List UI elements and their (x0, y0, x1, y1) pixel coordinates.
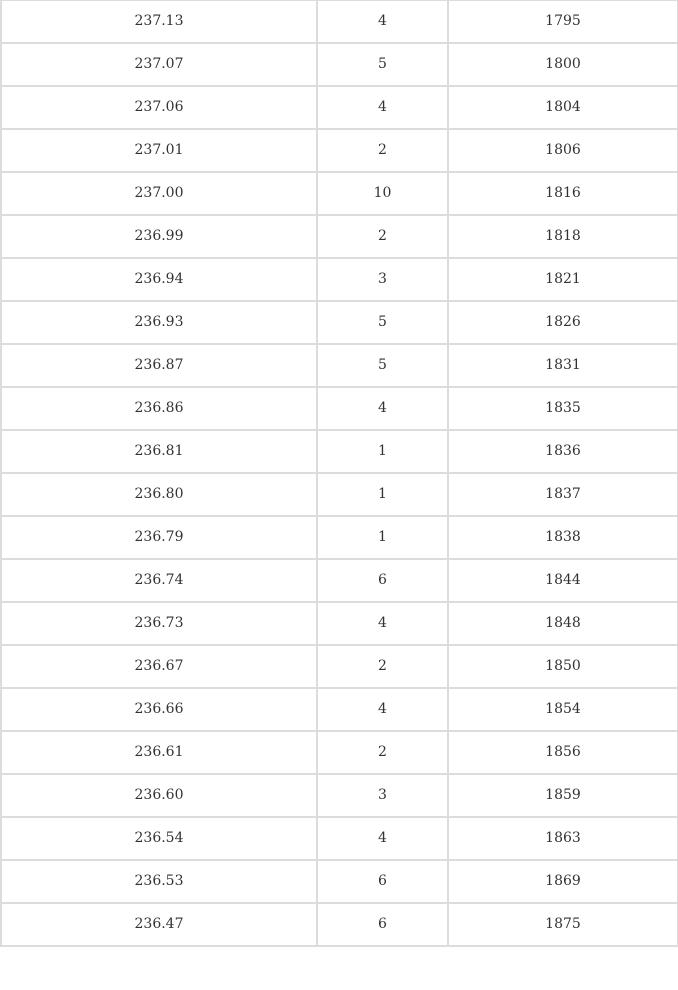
table-row (1, 215, 678, 258)
table-body (1, 0, 678, 946)
cumulative-cell: 1869 (448, 860, 678, 903)
cumulative-cell: 1821 (448, 258, 678, 301)
cumulative-cell: 1854 (448, 688, 678, 731)
cumulative-cell: 1838 (448, 516, 678, 559)
score-cell: 236.54 (1, 817, 317, 860)
count-cell: 4 (317, 602, 448, 645)
count-cell: 3 (317, 774, 448, 817)
count-cell: 6 (317, 559, 448, 602)
table-row (1, 430, 678, 473)
cumulative-cell: 1837 (448, 473, 678, 516)
score-cell: 236.79 (1, 516, 317, 559)
cumulative-cell: 1835 (448, 387, 678, 430)
table-row (1, 860, 678, 903)
count-cell: 5 (317, 344, 448, 387)
table-row (1, 172, 678, 215)
table-row (1, 731, 678, 774)
count-cell: 1 (317, 430, 448, 473)
cumulative-cell: 1800 (448, 43, 678, 86)
table-row (1, 473, 678, 516)
table-row (1, 258, 678, 301)
score-cell: 236.60 (1, 774, 317, 817)
table-row (1, 817, 678, 860)
count-cell: 10 (317, 172, 448, 215)
table-row (1, 559, 678, 602)
score-cell: 236.81 (1, 430, 317, 473)
cumulative-cell: 1818 (448, 215, 678, 258)
cumulative-cell: 1844 (448, 559, 678, 602)
table-row (1, 387, 678, 430)
score-cell: 236.80 (1, 473, 317, 516)
cumulative-cell: 1875 (448, 903, 678, 946)
table-row (1, 0, 678, 43)
count-cell: 3 (317, 258, 448, 301)
score-cell: 237.01 (1, 129, 317, 172)
cumulative-cell: 1836 (448, 430, 678, 473)
table-row (1, 43, 678, 86)
score-cell: 236.94 (1, 258, 317, 301)
score-cell: 236.66 (1, 688, 317, 731)
score-cell: 237.13 (1, 0, 317, 43)
table-row (1, 344, 678, 387)
count-cell: 5 (317, 301, 448, 344)
count-cell: 4 (317, 817, 448, 860)
count-cell: 2 (317, 645, 448, 688)
count-cell: 2 (317, 215, 448, 258)
table-row (1, 516, 678, 559)
count-cell: 5 (317, 43, 448, 86)
table-row (1, 774, 678, 817)
table-row (1, 645, 678, 688)
table-row (1, 903, 678, 946)
score-cell: 236.87 (1, 344, 317, 387)
cumulative-cell: 1850 (448, 645, 678, 688)
table-row (1, 86, 678, 129)
cumulative-cell: 1816 (448, 172, 678, 215)
score-cell: 236.47 (1, 903, 317, 946)
score-cell: 236.67 (1, 645, 317, 688)
score-cell: 237.07 (1, 43, 317, 86)
count-cell: 4 (317, 387, 448, 430)
score-cell: 236.61 (1, 731, 317, 774)
cumulative-cell: 1859 (448, 774, 678, 817)
score-cell: 237.00 (1, 172, 317, 215)
score-cell: 237.06 (1, 86, 317, 129)
cumulative-cell: 1863 (448, 817, 678, 860)
cumulative-cell: 1806 (448, 129, 678, 172)
table-row (1, 301, 678, 344)
count-cell: 6 (317, 903, 448, 946)
score-cell: 236.74 (1, 559, 317, 602)
cumulative-cell: 1856 (448, 731, 678, 774)
score-cell: 236.53 (1, 860, 317, 903)
count-cell: 2 (317, 731, 448, 774)
count-cell: 4 (317, 86, 448, 129)
cumulative-cell: 1831 (448, 344, 678, 387)
count-cell: 4 (317, 0, 448, 43)
cumulative-cell: 1795 (448, 0, 678, 43)
score-cell: 236.93 (1, 301, 317, 344)
score-cell: 236.73 (1, 602, 317, 645)
count-cell: 4 (317, 688, 448, 731)
table-row (1, 602, 678, 645)
cumulative-cell: 1848 (448, 602, 678, 645)
cumulative-cell: 1804 (448, 86, 678, 129)
cumulative-cell: 1826 (448, 301, 678, 344)
count-cell: 2 (317, 129, 448, 172)
count-cell: 1 (317, 473, 448, 516)
count-cell: 6 (317, 860, 448, 903)
table-row (1, 688, 678, 731)
score-cell: 236.86 (1, 387, 317, 430)
score-cell: 236.99 (1, 215, 317, 258)
count-cell: 1 (317, 516, 448, 559)
table-row (1, 129, 678, 172)
